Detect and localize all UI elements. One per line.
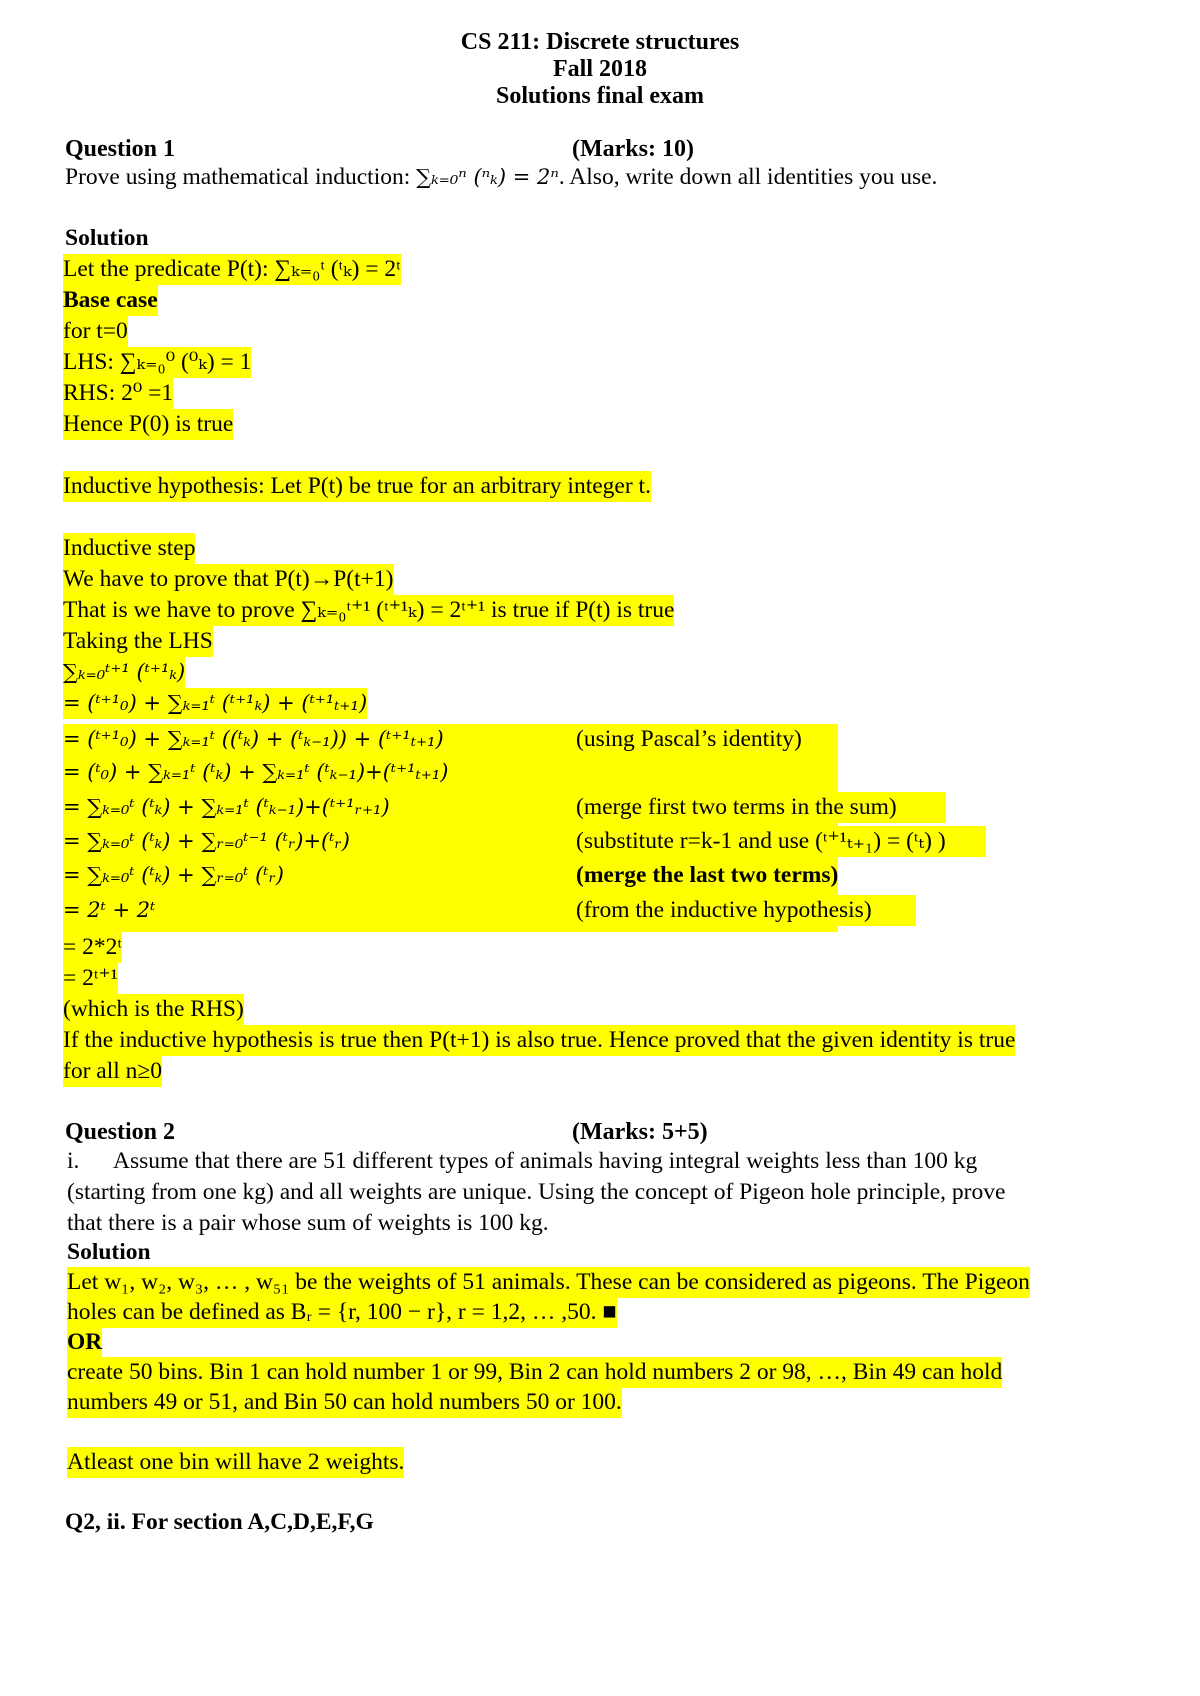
equation-line-7: = 2ᵗ + 2ᵗ [63, 898, 156, 922]
inductive-step-goal: We have to prove that P(t)→P(t+1) [63, 564, 394, 595]
equation-line-6: = ∑ₖ₌₀ᵗ (ᵗₖ) + ∑ᵣ₌₀ᵗ (ᵗᵣ) [63, 863, 284, 887]
question-1-label: Question 1 [65, 136, 176, 162]
note-merge-first: (merge first two terms in the sum) [576, 792, 946, 823]
equation-line-4: = ∑ₖ₌₀ᵗ (ᵗₖ) + ∑ₖ₌₁ᵗ (ᵗₖ₋₁)+(ᵗ⁺¹ᵣ₊₁) [63, 795, 390, 819]
solution-1-label: Solution [65, 225, 149, 251]
or-separator: OR [67, 1327, 102, 1358]
equation-line-2: = (ᵗ⁺¹₀) + ∑ₖ₌₁ᵗ ((ᵗₖ) + (ᵗₖ₋₁)) + (ᵗ⁺¹ₜ₊₁) [63, 727, 444, 751]
which-is-rhs: (which is the RHS) [63, 994, 244, 1025]
question-2-text-1: Assume that there are 51 different types of animals having integral weights less than 100 kg [113, 1148, 978, 1174]
equation-line-0: ∑ₖ₌₀ᵗ⁺¹ (ᵗ⁺¹ₖ) [63, 657, 185, 688]
inductive-hypothesis: Inductive hypothesis: Let P(t) be true for an arbitrary integer t. [63, 471, 651, 502]
term: Fall 2018 [553, 56, 647, 82]
inductive-step-restated: That is we have to prove ∑ₖ₌₀ᵗ⁺¹ (ᵗ⁺¹ₖ) = 2ᵗ⁺¹ is true if P(t) is true [63, 595, 674, 626]
equation-line-9: = 2ᵗ⁺¹ [63, 963, 118, 994]
base-case-t0: for t=0 [63, 316, 128, 347]
bins-line-1: create 50 bins. Bin 1 can hold number 1 or 99, Bin 2 can hold numbers 2 or 98, …, Bin 49 can hold [67, 1357, 1002, 1388]
question-2-part-ii-heading: Q2, ii. For section A,C,D,E,F,G [65, 1509, 374, 1535]
prompt-text-b: . Also, write down all identities you use. [558, 164, 938, 190]
prompt-text-a: Prove using mathematical induction: [65, 164, 417, 190]
equation-line-3: = (ᵗ₀) + ∑ₖ₌₁ᵗ (ᵗₖ) + ∑ₖ₌₁ᵗ (ᵗₖ₋₁)+(ᵗ⁺¹ₜ₊₁) [63, 760, 449, 784]
equation-line-8: = 2*2ᵗ [63, 932, 122, 963]
base-case-lhs: LHS: ∑ₖ₌₀⁰ (⁰ₖ) = 1 [63, 347, 251, 378]
atleast-conclusion: Atleast one bin will have 2 weights. [67, 1447, 404, 1478]
note-substitute: (substitute r=k-1 and use (ᵗ⁺¹ₜ₊₁) = (ᵗₜ) ) [576, 826, 986, 857]
question-1-marks: (Marks: 10) [572, 136, 694, 162]
solution-2-label: Solution [67, 1239, 151, 1265]
question-2-item-number: i. [67, 1148, 80, 1174]
bins-line-2: numbers 49 or 51, and Bin 50 can hold numbers 50 or 100. [67, 1387, 622, 1418]
note-from-hypothesis: (from the inductive hypothesis) [576, 895, 916, 926]
conclusion-line-2: for all n≥0 [63, 1056, 162, 1087]
question-2-marks: (Marks: 5+5) [572, 1119, 708, 1145]
pigeon-solution-line-1: Let w₁, w₂, w₃, … , w₅₁ be the weights of 51 animals. These can be considered as pigeons. The Pigeon [67, 1267, 1030, 1298]
predicate-definition: Let the predicate P(t): ∑ₖ₌₀ᵗ (ᵗₖ) = 2ᵗ [63, 254, 401, 285]
prompt-formula: ∑ₖ₌₀ⁿ (ⁿₖ) = 2ⁿ [416, 165, 559, 189]
question-2-label: Question 2 [65, 1119, 176, 1145]
inductive-step-heading: Inductive step [63, 533, 195, 564]
equation-line-1: = (ᵗ⁺¹₀) + ∑ₖ₌₁ᵗ (ᵗ⁺¹ₖ) + (ᵗ⁺¹ₜ₊₁) [63, 688, 367, 719]
note-pascal: (using Pascal’s identity) [576, 726, 802, 752]
document-title: Solutions final exam [495, 83, 705, 109]
note-merge-last: (merge the last two terms) [576, 862, 839, 888]
conclusion-line-1: If the inductive hypothesis is true then P(t+1) is also true. Hence proved that the given identity is true [63, 1025, 1015, 1056]
course-title: CS 211: Discrete structures [460, 29, 740, 55]
question-2-text-2: (starting from one kg) and all weights are unique. Using the concept of Pigeon hole principle, prove [67, 1179, 1006, 1205]
base-case-heading: Base case [63, 285, 158, 316]
question-1-prompt [65, 162, 937, 193]
pigeon-solution-line-2: holes can be defined as Bᵣ = {r, 100 − r}, r = 1,2, … ,50. ■ [67, 1297, 617, 1328]
question-2-text-3: that there is a pair whose sum of weights is 100 kg. [67, 1210, 549, 1236]
base-case-conclusion: Hence P(0) is true [63, 409, 233, 440]
base-case-rhs: RHS: 2⁰ =1 [63, 378, 173, 409]
equation-line-5: = ∑ₖ₌₀ᵗ (ᵗₖ) + ∑ᵣ₌₀ᵗ⁻¹ (ᵗᵣ)+(ᵗᵣ) [63, 829, 350, 853]
taking-lhs: Taking the LHS [63, 626, 213, 657]
